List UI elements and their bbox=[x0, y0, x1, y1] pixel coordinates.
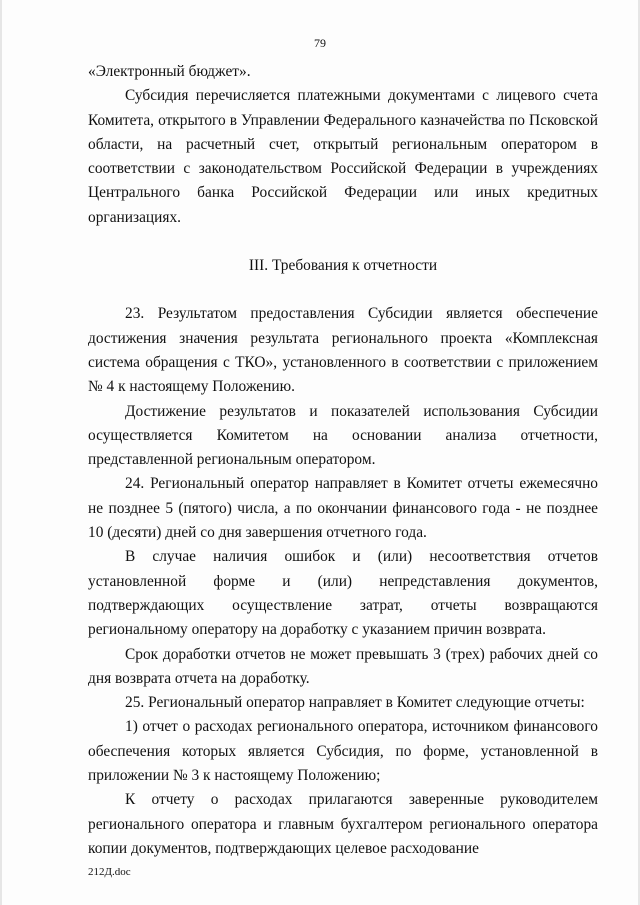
paragraph: В случае наличия ошибок и (или) несоответствия отчетов установленной форме и (или) непредставления документов, подтверждающих осуществление затрат, отчеты возвращаются региональному оператору на доработку с указанием причин возврата. bbox=[88, 548, 598, 639]
paragraph: 25. Региональный оператор направляет в Комитет следующие отчеты: bbox=[125, 694, 585, 712]
paragraph: 23. Результатом предоставления Субсидии является обеспечение достижения значения результата регионального проекта «Комплексная система обращения с ТКО», установленного в соответствии с приложением № 4 к настоящему Положению. bbox=[88, 305, 598, 396]
scan-left-edge bbox=[0, 0, 2, 905]
paragraph: Субсидия перечисляется платежными документами с лицевого счета Комитета, открытого в Управлении Федерального казначейства по Псковской области, на расчетный счет, открытый региональным оператором в соответствии с законодательством Российской Федерации в учреждениях Центрального банка Российской Федерации или иных кредитных организациях. bbox=[88, 87, 598, 226]
paragraph: 24. Региональный оператор направляет в Комитет отчеты ежемесячно не позднее 5 (пятого) числа, а по окончании финансового года - не позднее 10 (десяти) дней со дня завершения отчетного года. bbox=[88, 475, 598, 542]
footer-filename: 212Д.doc bbox=[88, 866, 131, 878]
section-heading: III. Требования к отчетности bbox=[248, 257, 438, 275]
document-body bbox=[88, 60, 598, 861]
paragraph: Достижение результатов и показателей использования Субсидии осуществляется Комитетом на основании анализа отчетности, представленной региональным оператором. bbox=[88, 402, 598, 469]
paragraph: Срок доработки отчетов не может превышать 3 (трех) рабочих дней со дня возврата отчета на доработку. bbox=[88, 645, 598, 687]
paragraph: К отчету о расходах прилагаются заверенные руководителем регионального оператора и главным бухгалтером регионального оператора копии документов, подтверждающих целевое расходование bbox=[88, 791, 598, 857]
paragraph: «Электронный бюджет». bbox=[88, 63, 251, 80]
page-number: 79 bbox=[314, 36, 326, 50]
paragraph: 1) отчет о расходах регионального оператора, источником финансового обеспечения которых является Субсидия, по форме, установленной в приложении № 3 к настоящему Положению; bbox=[88, 718, 598, 785]
